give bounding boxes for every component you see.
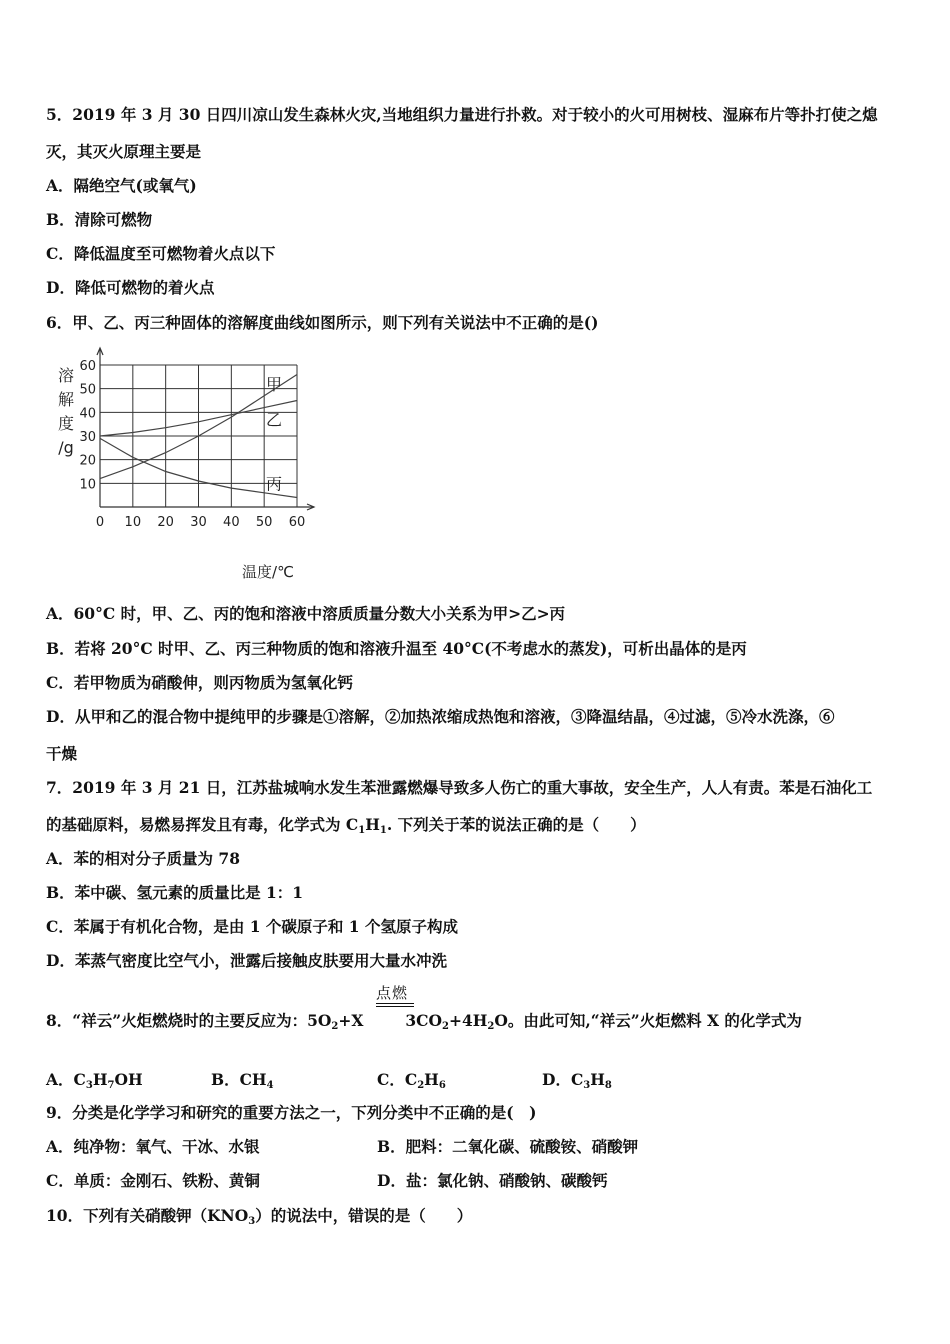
y-axis-label-char-1: 解	[57, 390, 75, 409]
q6-option-a: A．60°C 时，甲、乙、丙的饱和溶液中溶质质量分数大小关系为甲>乙>丙	[46, 604, 566, 623]
q6-option-d-cont: 干燥	[46, 744, 78, 763]
q8-a-s2: 7	[107, 1080, 115, 1091]
q8-option-b	[211, 1068, 274, 1090]
q5-line1: 5．2019 年 3 月 30 日四川凉山发生森林火灾,当地组织力量进行扑救。对于较小的火可用树枝、湿麻布片等扑打使之熄	[46, 105, 878, 124]
q5-option-d: D．降低可燃物的着火点	[46, 278, 215, 297]
q8-pre: 8．“祥云”火炬燃烧时的主要反应为：5O	[46, 1011, 332, 1030]
q9-stem: 9．分类是化学学习和研究的重要方法之一，下列分类中不正确的是( )	[46, 1103, 537, 1122]
y-tick-label-10: 10	[79, 477, 96, 493]
q7-option-a: A．苯的相对分子质量为 78	[46, 849, 240, 868]
series-label-1: 甲	[266, 374, 283, 394]
q8-c-m1: H	[424, 1070, 439, 1089]
q10-post: ）的说法中，错误的是（ ）	[255, 1206, 473, 1225]
q8-equals-bar-2	[376, 1006, 414, 1007]
y-tick-label-20: 20	[79, 453, 96, 469]
x-tick-label-30: 30	[190, 515, 207, 530]
solubility-chart-svg	[50, 345, 320, 585]
x-tick-label-60: 60	[288, 515, 306, 530]
q8-o2-sub: 2	[331, 1021, 339, 1032]
q10-pre: 10．下列有关硝酸钾（KNO	[46, 1206, 249, 1225]
q8-co2-sub: 2	[442, 1021, 449, 1032]
q6-stem: 6．甲、乙、丙三种固体的溶解度曲线如图所示，则下列有关说法中不正确的是()	[46, 313, 599, 332]
y-tick-label-30: 30	[79, 430, 96, 445]
q8-co2: 3CO	[405, 1011, 443, 1030]
y-axis-label-char-0: 溶	[57, 366, 75, 385]
q7-option-b: B．苯中碳、氢元素的质量比是 1：1	[46, 883, 304, 902]
q5-option-a: A．隔绝空气(或氧气)	[46, 176, 197, 195]
q6-option-d: D．从甲和乙的混合物中提纯甲的步骤是①溶解，②加热浓缩成热饱和溶液，③降温结晶，④过滤，⑤冷水洗涤，⑥	[46, 707, 835, 726]
x-tick-label-20: 20	[157, 515, 174, 530]
q7-line1: 7．2019 年 3 月 21 日，江苏盐城响水发生苯泄露燃爆导致多人伤亡的重大事故，安全生产，人人有责。苯是石油化工	[46, 778, 873, 797]
x-tick-label-10: 10	[124, 515, 142, 530]
q7-sub2: 1	[379, 825, 387, 836]
q7-option-c: C．苯属于有机化合物，是由 1 个碳原子和 1 个氢原子构成	[46, 917, 458, 936]
q8-option-a	[46, 1068, 143, 1090]
q9-option-a: A．纯净物：氧气、干冰、水银	[46, 1137, 260, 1156]
q8-c-s1: 2	[417, 1080, 425, 1091]
q8-h2o: +4H	[448, 1011, 488, 1030]
q5-line2: 灭，其灭火原理主要是	[46, 142, 202, 161]
q8-a-m2: OH	[114, 1070, 143, 1089]
q8-b-s1: 4	[266, 1080, 274, 1091]
q7-option-d: D．苯蒸气密度比空气小，泄露后接触皮肤要用大量水冲洗	[46, 951, 447, 970]
q8-c-s2: 6	[438, 1080, 446, 1091]
solubility-chart	[50, 345, 320, 585]
y-tick-label-60: 60	[79, 359, 96, 374]
q10-stem	[46, 1204, 472, 1226]
x-axis-label: 温度/℃	[242, 563, 294, 581]
q8-d-s1: 3	[583, 1080, 591, 1091]
series-label-2: 乙	[266, 410, 283, 430]
q9-option-b: B．肥料：二氧化碳、硫酸铵、硝酸钾	[377, 1137, 639, 1156]
q8-c-label: C．C	[377, 1070, 418, 1089]
x-tick-label-0: 0	[95, 515, 105, 530]
q8-d-s2: 8	[604, 1080, 612, 1091]
y-tick-label-40: 40	[79, 406, 96, 422]
q5-option-c: C．降低温度至可燃物着火点以下	[46, 244, 276, 263]
q8-condition: 点燃	[376, 984, 409, 1002]
q9-option-d: D．盐：氯化钠、硝酸钠、碳酸钙	[377, 1171, 608, 1190]
series-label-3: 丙	[266, 474, 283, 494]
x-tick-label-40: 40	[223, 515, 240, 530]
q8-a-s1: 3	[85, 1080, 93, 1091]
q6-option-b: B．若将 20°C 时甲、乙、丙三种物质的饱和溶液升温至 40°C(不考虑水的蒸发)，可析出晶体的是丙	[46, 639, 747, 658]
q8-equals-bar-1	[376, 1003, 414, 1004]
q8-d-label: D．C	[542, 1070, 584, 1089]
q8-x: +X	[338, 1011, 364, 1030]
q8-a-m1: H	[92, 1070, 108, 1089]
q7-sub1: 1	[358, 825, 366, 836]
q6-option-c: C．若甲物质为硝酸伸，则丙物质为氢氧化钙	[46, 673, 353, 692]
q8-option-d	[542, 1068, 612, 1090]
q8-option-c	[377, 1068, 446, 1090]
x-tick-label-50: 50	[255, 515, 273, 530]
q8-b-label: B．CH	[211, 1070, 267, 1089]
y-axis-label-char-2: 度	[57, 414, 75, 433]
q10-sub: 3	[248, 1216, 256, 1227]
q8-equation	[46, 1009, 802, 1031]
q9-option-c: C．单质：金刚石、铁粉、黄铜	[46, 1171, 260, 1190]
q7-line2-post: . 下列关于苯的说法正确的是（ ）	[386, 815, 646, 834]
q7-line2	[46, 813, 646, 835]
q8-d-m1: H	[590, 1070, 605, 1089]
q8-a-label: A．C	[46, 1070, 86, 1089]
q7-line2-pre: 的基础原料，易燃易挥发且有毒，化学式为 C	[46, 815, 359, 834]
q5-option-b: B．清除可燃物	[46, 210, 153, 229]
y-tick-label-50: 50	[79, 382, 96, 398]
y-axis-label-char-3: /g	[58, 438, 74, 457]
q7-line2-mid: H	[365, 815, 380, 834]
q8-post: O。由此可知,“祥云”火炬燃料 X 的化学式为	[494, 1011, 802, 1030]
q8-h2o-sub: 2	[487, 1021, 495, 1032]
